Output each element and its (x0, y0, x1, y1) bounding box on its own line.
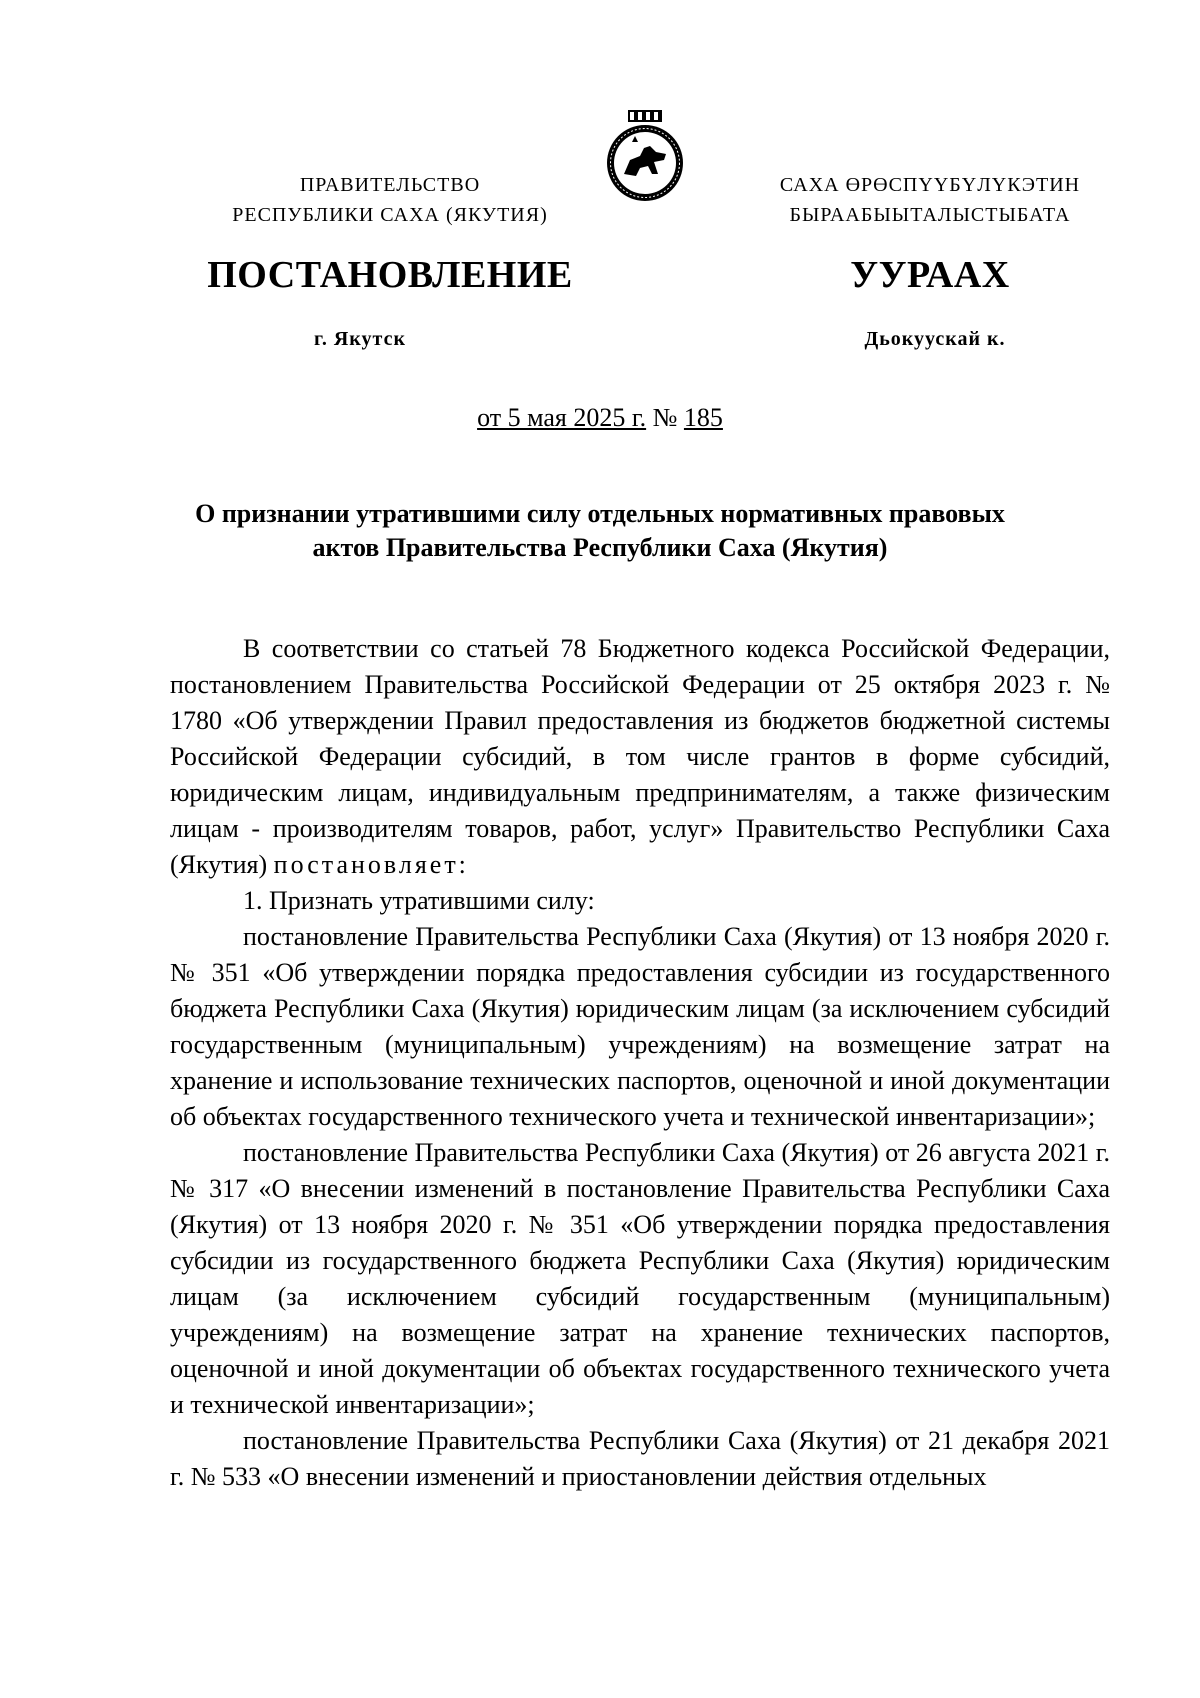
header-right-block (720, 170, 1140, 230)
preamble-keyword: постановляет: (273, 850, 469, 879)
document-date: от 5 мая 2025 г. (477, 403, 647, 432)
body-paragraph: постановление Правительства Республики Саха (Якутия) от 26 августа 2021 г. № 317 «О внесении изменений в постановление Правительства Республики Саха (Якутия) от 13 ноября 2020 г. № 351 «Об утверждении порядка предоставления субсидии из государственного бюджета Республики Саха (Якутия) юридическим лицам (за исключением субсидий государственным (муниципальным) учреждениям) на возмещение затрат на хранение технических паспортов, оценочной и иной документации об объектах государственного технического учета и технической инвентаризации»; (170, 1138, 1110, 1419)
body-paragraph: постановление Правительства Республики Саха (Якутия) от 13 ноября 2020 г. № 351 «Об утверждении порядка предоставления субсидии из государственного бюджета Республики Саха (Якутия) юридическим лицам (за исключением субсидий государственным (муниципальным) учреждениям) на возмещение затрат на хранение и использование технических паспортов, оценочной и иной документации об объектах государственного технического учета и технической инвентаризации»; (170, 922, 1110, 1131)
document-type-sah: УУРААХ (850, 254, 1010, 296)
body-paragraph: постановление Правительства Республики Саха (Якутия) от 21 декабря 2021 г. № 533 «О внесении изменений и приостановлении действия отдельных (170, 1426, 1110, 1491)
item-1: 1. Признать утратившими силу: (243, 886, 595, 915)
header-left-line2: РЕСПУБЛИКИ САХА (ЯКУТИЯ) (232, 204, 548, 226)
header-right-line2: БЫРААБЫЫТАЛЫСТЫБАТА (789, 204, 1071, 226)
city-ru: г. Якутск (314, 328, 406, 350)
header-right-line1: САХА ӨРӨСПҮҮБҮЛҮКЭТИН (779, 174, 1081, 196)
document-title: О признании утратившими силу отдельных нормативных правовых актов Правительства Республики Саха (Якутия) (195, 499, 1005, 562)
city-sah: Дьокуускай к. (864, 328, 1006, 350)
document-type-ru: ПОСТАНОВЛЕНИЕ (207, 254, 573, 296)
number-label: № (646, 403, 684, 432)
header-left-block (180, 170, 600, 230)
document-body (170, 631, 1110, 1495)
header-left-line1: ПРАВИТЕЛЬСТВО (299, 174, 481, 196)
preamble-paragraph (170, 631, 1110, 883)
document-number: 185 (683, 403, 723, 432)
preamble-text: В соответствии со статьей 78 Бюджетного кодекса Российской Федерации, постановлением Правительства Российской Федерации от 25 октября 2023 г. № 1780 «Об утверждении Правил предоставления из бюджетов бюджетной системы Российской Федерации субсидий, в том числе грантов в форме субсидий, юридическим лицам, индивидуальным предпринимателям, а также физическим лицам - производителям товаров, работ, услуг» Правительство Республики Саха (Якутия) (170, 634, 1110, 879)
document-date-number (0, 403, 1200, 433)
coat-of-arms-emblem-icon (600, 108, 690, 204)
